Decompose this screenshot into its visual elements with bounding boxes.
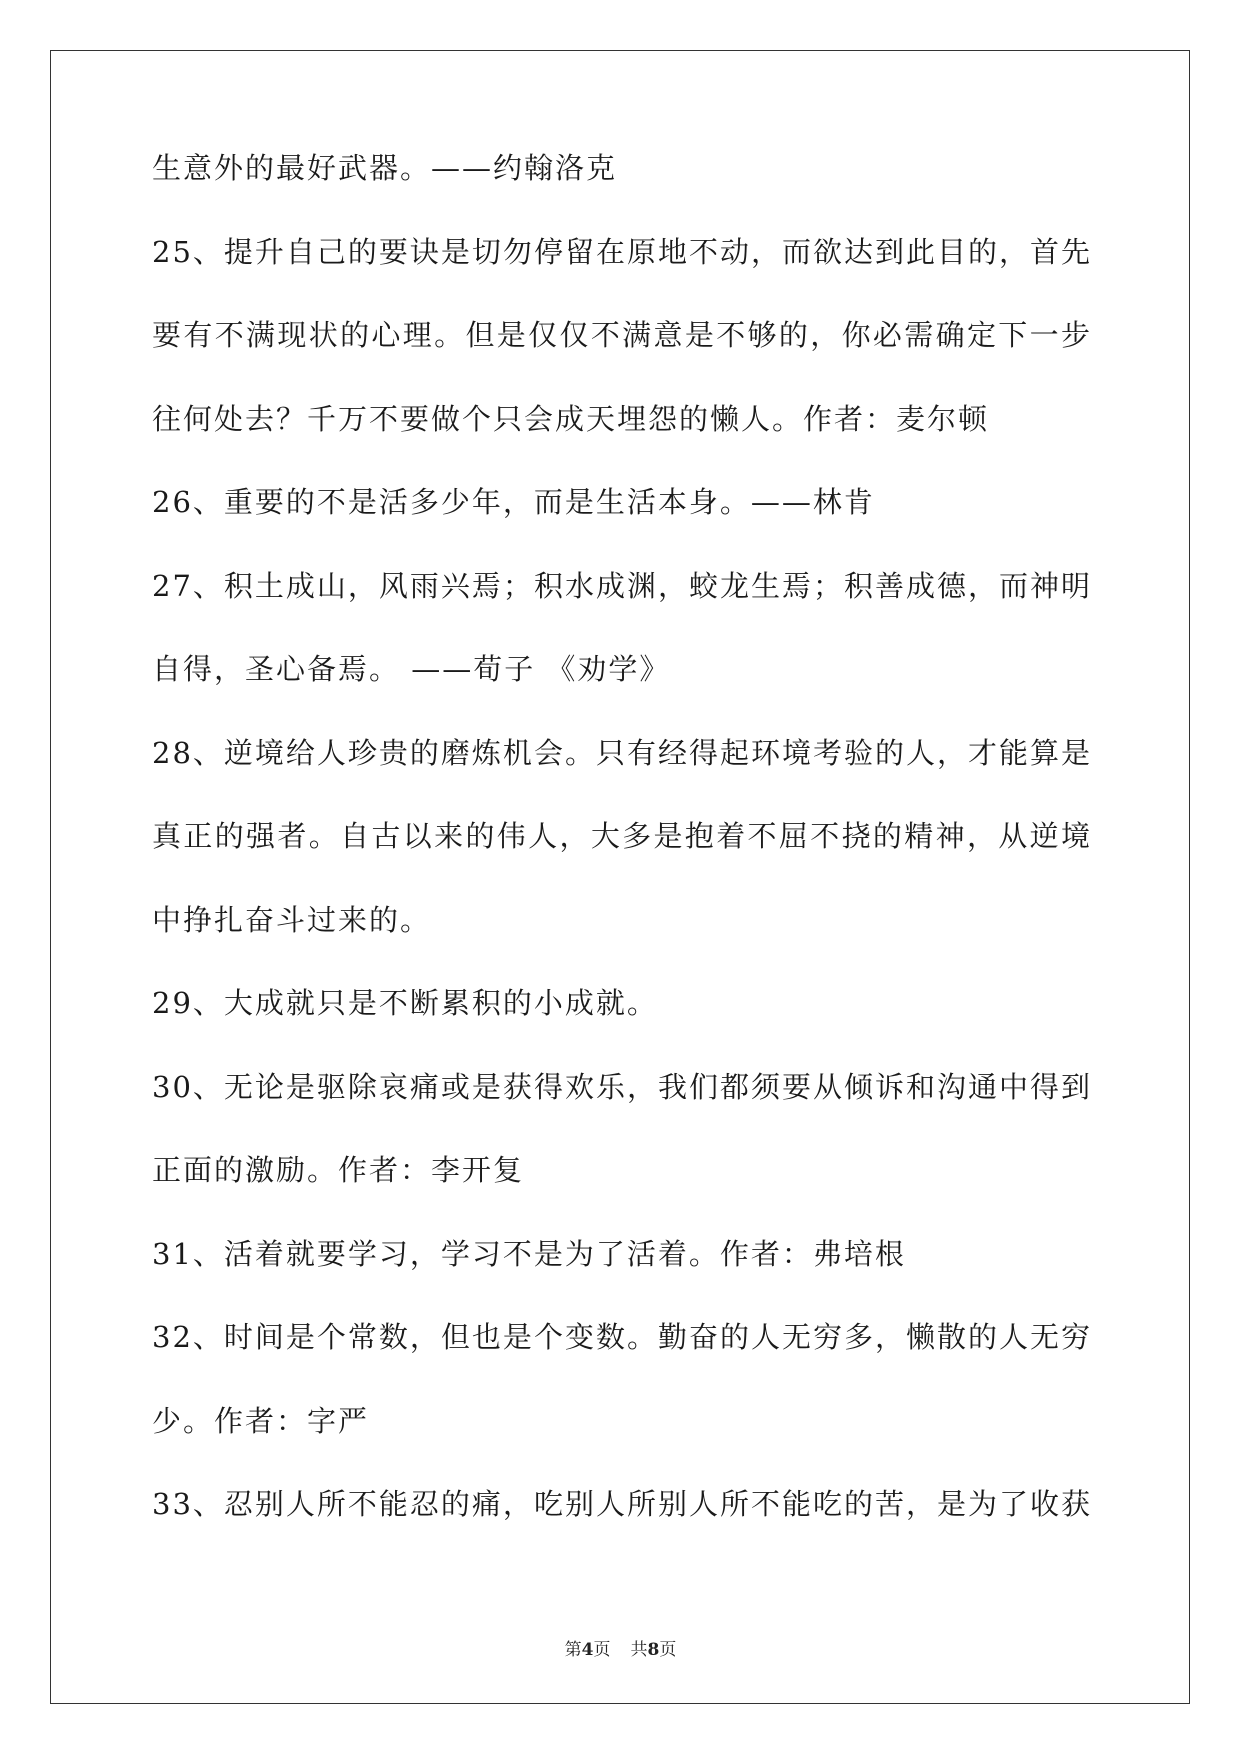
text-line: 31、活着就要学习，学习不是为了活着。作者：弗培根 — [152, 1236, 906, 1271]
text-line: 要有不满现状的心理。但是仅仅不满意是不够的，你必需确定下一步 — [152, 318, 1092, 352]
text-line: 28、逆境给人珍贵的磨炼机会。只有经得起环境考验的人，才能算是 — [152, 735, 1092, 770]
text-line: 往何处去？千万不要做个只会成天埋怨的懒人。作者：麦尔顿 — [152, 401, 990, 436]
page-prefix: 第 — [564, 1640, 582, 1660]
page-number-footer — [0, 1635, 1241, 1660]
text-line: 自得，圣心备焉。 ——荀子 《劝学》 — [152, 652, 671, 686]
total-suffix: 页 — [659, 1640, 677, 1660]
text-line: 生意外的最好武器。——约翰洛克 — [152, 151, 618, 185]
text-line: 真正的强者。自古以来的伟人，大多是抱着不屈不挠的精神，从逆境 — [152, 819, 1092, 853]
text-line: 32、时间是个常数，但也是个变数。勤奋的人无穷多，懒散的人无穷 — [152, 1320, 1092, 1354]
total-prefix: 共 — [630, 1640, 648, 1660]
text-line: 25、提升自己的要诀是切勿停留在原地不动，而欲达到此目的，首先 — [152, 234, 1092, 269]
current-page-number: 4 — [581, 1640, 594, 1660]
total-page-count: 8 — [647, 1640, 660, 1660]
text-line: 30、无论是驱除哀痛或是获得欢乐，我们都须要从倾诉和沟通中得到 — [152, 1069, 1092, 1104]
text-line: 29、大成就只是不断累积的小成就。 — [152, 986, 658, 1020]
document-body — [152, 151, 1092, 1588]
text-line: 少。作者：字严 — [152, 1403, 370, 1438]
text-line: 33、忍别人所不能忍的痛，吃别人所别人所不能吃的苦，是为了收获 — [152, 1487, 1092, 1521]
text-line: 中挣扎奋斗过来的。 — [152, 902, 432, 937]
text-line: 正面的激励。作者：李开复 — [152, 1153, 525, 1187]
page-suffix: 页 — [593, 1640, 611, 1660]
text-line: 26、重要的不是活多少年，而是生活本身。——林肯 — [152, 485, 875, 519]
text-line: 27、积土成山，风雨兴焉；积水成渊，蛟龙生焉；积善成德，而神明 — [152, 568, 1092, 603]
